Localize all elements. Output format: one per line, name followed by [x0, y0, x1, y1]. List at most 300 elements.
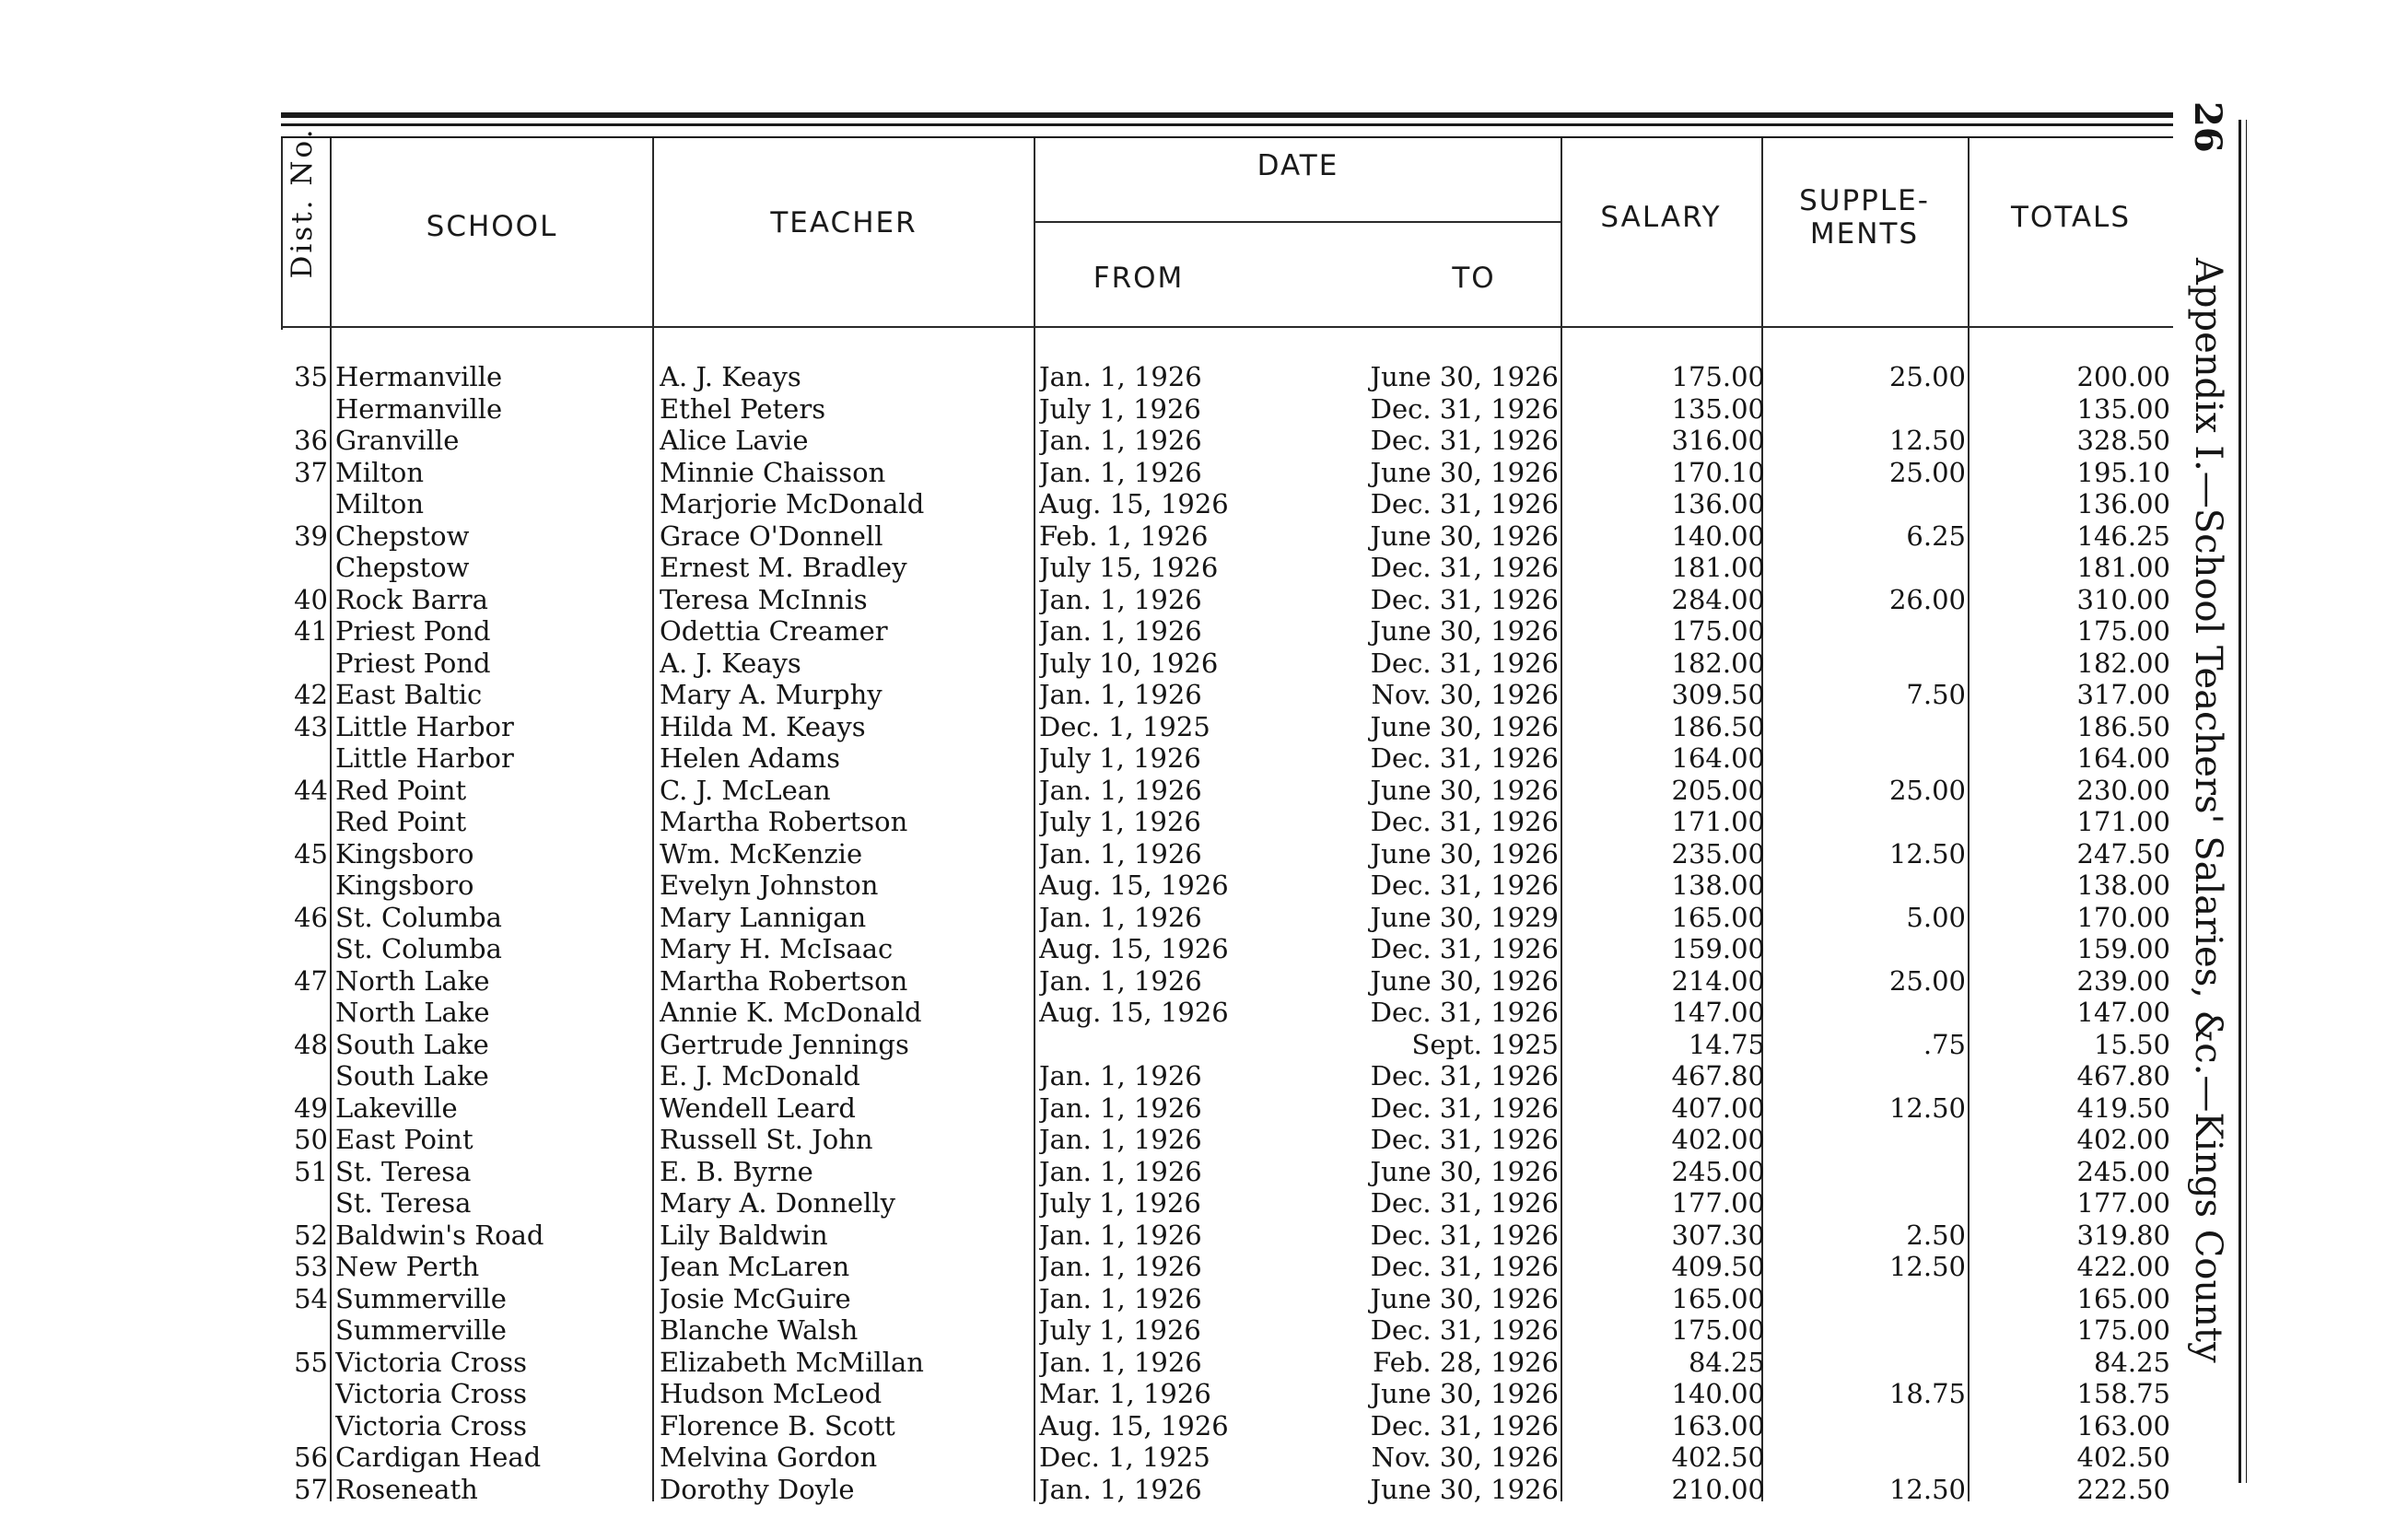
date-from-cell: Aug. 15, 1926 [1039, 933, 1229, 964]
school-cell: Hermanville [335, 361, 503, 392]
table-row [0, 1187, 2248, 1220]
total-cell: 319.80 [2076, 1219, 2170, 1251]
date-to-cell: Dec. 31, 1926 [1370, 425, 1559, 456]
dist-no-cell: 56 [294, 1441, 328, 1473]
school-cell: Milton [335, 488, 425, 519]
top-rule-medium [281, 123, 2173, 126]
teacher-cell: Elizabeth McMillan [660, 1346, 924, 1378]
teacher-cell: Mary Lannigan [660, 901, 867, 933]
dist-no-cell: 47 [294, 964, 328, 997]
total-cell: 164.00 [2076, 742, 2170, 774]
date-from-cell: Jan. 1, 1926 [1039, 1282, 1202, 1314]
school-cell: Priest Pond [335, 615, 491, 647]
teacher-cell: Helen Adams [660, 742, 840, 774]
total-cell: 84.25 [2093, 1346, 2170, 1378]
school-cell: Roseneath [335, 1473, 478, 1505]
salary-cell: 170.10 [1671, 456, 1765, 488]
school-cell: Milton [335, 456, 425, 488]
table-row [0, 488, 2248, 520]
supplements-cell: 12.50 [1888, 1251, 1966, 1282]
salary-cell: 171.00 [1671, 806, 1765, 837]
teacher-cell: A. J. Keays [660, 647, 801, 679]
table-row [0, 1124, 2248, 1156]
teacher-cell: Hilda M. Keays [660, 710, 866, 742]
table-row [0, 1283, 2248, 1315]
table-row [0, 1347, 2248, 1379]
date-from-cell: Mar. 1, 1926 [1039, 1378, 1211, 1409]
total-cell: 175.00 [2076, 1314, 2170, 1346]
teacher-cell: Florence B. Scott [660, 1409, 895, 1441]
school-cell: Baldwin's Road [335, 1219, 544, 1251]
total-cell: 239.00 [2076, 964, 2170, 997]
table-row [0, 870, 2248, 902]
dist-no-cell: 35 [294, 361, 328, 392]
table-row [0, 520, 2248, 553]
total-cell: 170.00 [2076, 901, 2170, 933]
teacher-cell: E. J. McDonald [660, 1060, 860, 1091]
date-from-cell: Jan. 1, 1926 [1039, 1155, 1202, 1187]
teacher-cell: Lily Baldwin [660, 1219, 828, 1251]
table-row [0, 1092, 2248, 1125]
dist-no-cell: 49 [294, 1091, 328, 1124]
total-cell: 310.00 [2076, 583, 2170, 615]
date-subheader-rule [1034, 221, 1561, 223]
school-cell: New Perth [335, 1251, 480, 1282]
total-cell: 195.10 [2076, 456, 2170, 488]
school-cell: Red Point [335, 806, 467, 837]
teacher-cell: Blanche Walsh [660, 1314, 859, 1346]
total-cell: 146.25 [2076, 519, 2170, 552]
teacher-cell: Gertrude Jennings [660, 1028, 909, 1060]
date-to-cell: Dec. 31, 1926 [1370, 1219, 1559, 1251]
table-row [0, 838, 2248, 870]
table-row [0, 552, 2248, 584]
date-to-cell: Dec. 31, 1926 [1370, 552, 1559, 583]
total-cell: 200.00 [2076, 361, 2170, 392]
school-cell: Priest Pond [335, 647, 491, 679]
total-cell: 245.00 [2076, 1155, 2170, 1187]
supplements-cell: 12.50 [1888, 837, 1966, 870]
total-cell: 165.00 [2076, 1282, 2170, 1314]
teacher-cell: C. J. McLean [660, 774, 831, 806]
date-from-cell: July 10, 1926 [1039, 647, 1219, 679]
teacher-cell: Minnie Chaisson [660, 456, 886, 488]
teacher-cell: Mary H. McIsaac [660, 933, 894, 964]
table-row [0, 965, 2248, 998]
total-cell: 247.50 [2076, 837, 2170, 870]
salary-cell: 235.00 [1671, 837, 1765, 870]
salary-cell: 309.50 [1671, 679, 1765, 710]
teacher-cell: Mary A. Donnelly [660, 1187, 895, 1219]
teacher-cell: Wendell Leard [660, 1091, 856, 1124]
date-to-cell: June 30, 1926 [1370, 964, 1559, 997]
date-to-cell: Dec. 31, 1926 [1370, 742, 1559, 774]
supplements-cell: 25.00 [1888, 774, 1966, 806]
teacher-cell: Josie McGuire [660, 1282, 851, 1314]
total-cell: 138.00 [2076, 870, 2170, 901]
salary-cell: 316.00 [1671, 425, 1765, 456]
school-cell: Granville [335, 425, 460, 456]
salary-cell: 210.00 [1671, 1473, 1765, 1505]
supplements-cell: 12.50 [1888, 1473, 1966, 1505]
teacher-cell: Melvina Gordon [660, 1441, 878, 1473]
school-cell: Little Harbor [335, 710, 514, 742]
table-row [0, 425, 2248, 457]
header-date: DATE [1257, 149, 1339, 182]
total-cell: 177.00 [2076, 1187, 2170, 1219]
teacher-cell: Ernest M. Bradley [660, 552, 907, 583]
salary-cell: 165.00 [1671, 1282, 1765, 1314]
date-to-cell: June 30, 1926 [1370, 361, 1559, 392]
date-from-cell: Jan. 1, 1926 [1039, 425, 1202, 456]
date-to-cell: June 30, 1926 [1370, 456, 1559, 488]
teacher-cell: Marjorie McDonald [660, 488, 925, 519]
date-to-cell: Dec. 31, 1926 [1370, 997, 1559, 1028]
table-row [0, 997, 2248, 1029]
total-cell: 182.00 [2076, 647, 2170, 679]
date-from-cell: Jan. 1, 1926 [1039, 361, 1202, 392]
table-row [0, 393, 2248, 426]
total-cell: 419.50 [2076, 1091, 2170, 1124]
total-cell: 181.00 [2076, 552, 2170, 583]
date-to-cell: Dec. 31, 1926 [1370, 392, 1559, 425]
school-cell: St. Teresa [335, 1187, 472, 1219]
side-rule-thick [2239, 120, 2241, 1483]
side-rule-thin [2246, 120, 2247, 1483]
total-cell: 163.00 [2076, 1409, 2170, 1441]
school-cell: North Lake [335, 964, 490, 997]
dist-no-cell: 51 [294, 1155, 328, 1187]
total-cell: 467.80 [2076, 1060, 2170, 1091]
total-cell: 422.00 [2076, 1251, 2170, 1282]
school-cell: St. Columba [335, 933, 502, 964]
date-to-cell: Sept. 1925 [1411, 1028, 1559, 1060]
date-to-cell: Feb. 28, 1926 [1373, 1346, 1559, 1378]
header-supplements-line1: SUPPLE- [1799, 184, 1930, 217]
supplements-cell: 25.00 [1888, 964, 1966, 997]
header-supplements [1763, 184, 1966, 251]
date-to-cell: June 30, 1926 [1370, 1473, 1559, 1505]
date-from-cell: July 15, 1926 [1039, 552, 1219, 583]
total-cell: 230.00 [2076, 774, 2170, 806]
table-row [0, 1251, 2248, 1283]
supplements-cell: 25.00 [1888, 361, 1966, 392]
teacher-cell: Annie K. McDonald [660, 997, 922, 1028]
teacher-cell: Odettia Creamer [660, 615, 888, 647]
date-to-cell: Nov. 30, 1926 [1371, 1441, 1559, 1473]
supplements-cell: 12.50 [1888, 425, 1966, 456]
total-cell: 186.50 [2076, 710, 2170, 742]
supplements-cell: 26.00 [1888, 583, 1966, 615]
date-from-cell: July 1, 1926 [1039, 806, 1201, 837]
date-from-cell: Jan. 1, 1926 [1039, 1124, 1202, 1155]
header-to: TO [1452, 262, 1496, 295]
school-cell: Hermanville [335, 392, 503, 425]
salary-cell: 214.00 [1671, 964, 1765, 997]
date-from-cell: Aug. 15, 1926 [1039, 488, 1229, 519]
header-left-edge [281, 138, 283, 330]
supplements-cell: 6.25 [1906, 519, 1966, 552]
teacher-cell: Dorothy Doyle [660, 1473, 855, 1505]
table-row [0, 775, 2248, 807]
date-from-cell: Jan. 1, 1926 [1039, 1219, 1202, 1251]
teacher-cell: Alice Lavie [660, 425, 809, 456]
date-from-cell: Jan. 1, 1926 [1039, 1060, 1202, 1091]
table-row [0, 1378, 2248, 1410]
header-bottom-rule [281, 326, 2173, 328]
salary-cell: 165.00 [1671, 901, 1765, 933]
date-to-cell: June 30, 1926 [1370, 774, 1559, 806]
school-cell: St. Columba [335, 901, 502, 933]
top-rule-thick [281, 112, 2173, 118]
teacher-cell: Hudson McLeod [660, 1378, 883, 1409]
table-row [0, 1156, 2248, 1188]
date-from-cell: Jan. 1, 1926 [1039, 679, 1202, 710]
table-row [0, 584, 2248, 616]
table-row [0, 1029, 2248, 1061]
dist-no-cell: 43 [294, 710, 328, 742]
salary-cell: 402.50 [1671, 1441, 1765, 1473]
salary-cell: 140.00 [1671, 519, 1765, 552]
salary-cell: 284.00 [1671, 583, 1765, 615]
total-cell: 175.00 [2076, 615, 2170, 647]
table-row [0, 457, 2248, 489]
date-to-cell: June 30, 1926 [1370, 837, 1559, 870]
teacher-cell: Evelyn Johnston [660, 870, 879, 901]
date-to-cell: Dec. 31, 1926 [1370, 1060, 1559, 1091]
salary-cell: 402.00 [1671, 1124, 1765, 1155]
total-cell: 171.00 [2076, 806, 2170, 837]
table-row [0, 806, 2248, 838]
teacher-cell: Martha Robertson [660, 964, 908, 997]
date-from-cell: Feb. 1, 1926 [1039, 519, 1209, 552]
header-from: FROM [1093, 262, 1185, 295]
total-cell: 159.00 [2076, 933, 2170, 964]
page-number: 26 [2186, 101, 2229, 153]
dist-no-cell: 54 [294, 1282, 328, 1314]
date-to-cell: Dec. 31, 1926 [1370, 806, 1559, 837]
table-row [0, 679, 2248, 711]
date-from-cell: Jan. 1, 1926 [1039, 583, 1202, 615]
school-cell: Kingsboro [335, 870, 474, 901]
date-from-cell: July 1, 1926 [1039, 742, 1201, 774]
dist-no-cell: 53 [294, 1251, 328, 1282]
table-row [0, 361, 2248, 393]
total-cell: 402.50 [2076, 1441, 2170, 1473]
school-cell: Victoria Cross [335, 1409, 527, 1441]
salary-cell: 159.00 [1671, 933, 1765, 964]
salary-cell: 245.00 [1671, 1155, 1765, 1187]
date-to-cell: Dec. 31, 1926 [1370, 1124, 1559, 1155]
salary-cell: 186.50 [1671, 710, 1765, 742]
date-to-cell: Dec. 31, 1926 [1370, 933, 1559, 964]
side-running-head [2154, 101, 2229, 1363]
table-row [0, 1410, 2248, 1442]
teacher-cell: Grace O'Donnell [660, 519, 883, 552]
dist-no-cell: 46 [294, 901, 328, 933]
school-cell: South Lake [335, 1028, 489, 1060]
date-to-cell: June 30, 1926 [1370, 1378, 1559, 1409]
teacher-cell: E. B. Byrne [660, 1155, 813, 1187]
teacher-cell: Wm. McKenzie [660, 837, 863, 870]
teacher-cell: Martha Robertson [660, 806, 908, 837]
dist-no-cell: 42 [294, 679, 328, 710]
salary-cell: 14.75 [1688, 1028, 1765, 1060]
date-from-cell: Jan. 1, 1926 [1039, 837, 1202, 870]
table-row [0, 615, 2248, 648]
date-to-cell: June 30, 1926 [1370, 1282, 1559, 1314]
total-cell: 222.50 [2076, 1473, 2170, 1505]
supplements-cell: 12.50 [1888, 1091, 1966, 1124]
supplements-cell: .75 [1923, 1028, 1966, 1060]
school-cell: Cardigan Head [335, 1441, 542, 1473]
dist-no-cell: 45 [294, 837, 328, 870]
school-cell: South Lake [335, 1060, 489, 1091]
header-salary: SALARY [1600, 201, 1722, 234]
date-to-cell: Dec. 31, 1926 [1370, 870, 1559, 901]
top-rule-thin [281, 136, 2173, 138]
salary-cell: 135.00 [1671, 392, 1765, 425]
date-to-cell: Dec. 31, 1926 [1370, 647, 1559, 679]
salary-cell: 163.00 [1671, 1409, 1765, 1441]
school-cell: Little Harbor [335, 742, 514, 774]
date-from-cell: Jan. 1, 1926 [1039, 964, 1202, 997]
dist-no-cell: 39 [294, 519, 328, 552]
side-title: Appendix I.—School Teachers' Salaries, &c.—Kings County [2187, 258, 2229, 1363]
table-row [0, 1441, 2248, 1474]
teacher-cell: Mary A. Murphy [660, 679, 883, 710]
header-totals: TOTALS [2010, 201, 2132, 234]
total-cell: 135.00 [2076, 392, 2170, 425]
teacher-cell: Russell St. John [660, 1124, 873, 1155]
school-cell: Lakeville [335, 1091, 458, 1124]
total-cell: 328.50 [2076, 425, 2170, 456]
date-from-cell: July 1, 1926 [1039, 392, 1201, 425]
supplements-cell: 5.00 [1906, 901, 1966, 933]
date-from-cell: Aug. 15, 1926 [1039, 1409, 1229, 1441]
date-to-cell: June 30, 1926 [1370, 710, 1559, 742]
date-from-cell: Dec. 1, 1925 [1039, 1441, 1210, 1473]
total-cell: 15.50 [2093, 1028, 2170, 1060]
teacher-cell: A. J. Keays [660, 361, 801, 392]
salary-cell: 175.00 [1671, 1314, 1765, 1346]
date-to-cell: Dec. 31, 1926 [1370, 1187, 1559, 1219]
header-school: SCHOOL [426, 210, 558, 243]
table-row [0, 1314, 2248, 1347]
date-from-cell: Jan. 1, 1926 [1039, 1473, 1202, 1505]
table-row [0, 648, 2248, 680]
total-cell: 147.00 [2076, 997, 2170, 1028]
teacher-cell: Jean McLaren [660, 1251, 850, 1282]
dist-no-cell: 50 [294, 1124, 328, 1155]
date-to-cell: Dec. 31, 1926 [1370, 1091, 1559, 1124]
date-from-cell: Dec. 1, 1925 [1039, 710, 1210, 742]
dist-no-cell: 52 [294, 1219, 328, 1251]
date-to-cell: Dec. 31, 1926 [1370, 488, 1559, 519]
salary-cell: 175.00 [1671, 615, 1765, 647]
supplements-cell: 7.50 [1906, 679, 1966, 710]
dist-no-cell: 44 [294, 774, 328, 806]
dist-no-cell: 48 [294, 1028, 328, 1060]
total-cell: 136.00 [2076, 488, 2170, 519]
school-cell: North Lake [335, 997, 490, 1028]
salary-cell: 140.00 [1671, 1378, 1765, 1409]
salary-cell: 407.00 [1671, 1091, 1765, 1124]
salary-cell: 136.00 [1671, 488, 1765, 519]
date-to-cell: Nov. 30, 1926 [1371, 679, 1559, 710]
table-row [0, 742, 2248, 775]
date-from-cell: Jan. 1, 1926 [1039, 1251, 1202, 1282]
school-cell: Victoria Cross [335, 1378, 527, 1409]
salary-cell: 182.00 [1671, 647, 1765, 679]
date-from-cell: Aug. 15, 1926 [1039, 870, 1229, 901]
table-row [0, 711, 2248, 743]
salary-cell: 147.00 [1671, 997, 1765, 1028]
date-from-cell: Jan. 1, 1926 [1039, 1091, 1202, 1124]
salary-cell: 164.00 [1671, 742, 1765, 774]
school-cell: Rock Barra [335, 583, 488, 615]
header-teacher: TEACHER [770, 206, 918, 239]
dist-no-cell: 37 [294, 456, 328, 488]
dist-no-cell: 55 [294, 1346, 328, 1378]
total-cell: 158.75 [2076, 1378, 2170, 1409]
school-cell: Summerville [335, 1282, 507, 1314]
school-cell: East Baltic [335, 679, 483, 710]
school-cell: Summerville [335, 1314, 507, 1346]
school-cell: Chepstow [335, 552, 470, 583]
school-cell: Chepstow [335, 519, 470, 552]
table-row [0, 902, 2248, 934]
dist-no-cell: 40 [294, 583, 328, 615]
date-from-cell: Aug. 15, 1926 [1039, 997, 1229, 1028]
date-to-cell: June 30, 1926 [1370, 615, 1559, 647]
school-cell: Kingsboro [335, 837, 474, 870]
salary-cell: 177.00 [1671, 1187, 1765, 1219]
salary-cell: 205.00 [1671, 774, 1765, 806]
salary-cell: 409.50 [1671, 1251, 1765, 1282]
supplements-cell: 18.75 [1888, 1378, 1966, 1409]
school-cell: Red Point [335, 774, 467, 806]
date-from-cell: Jan. 1, 1926 [1039, 615, 1202, 647]
salary-cell: 307.30 [1671, 1219, 1765, 1251]
dist-no-cell: 57 [294, 1473, 328, 1505]
date-to-cell: June 30, 1926 [1370, 519, 1559, 552]
total-cell: 402.00 [2076, 1124, 2170, 1155]
date-to-cell: June 30, 1926 [1370, 1155, 1559, 1187]
date-from-cell: July 1, 1926 [1039, 1314, 1201, 1346]
teacher-cell: Teresa McInnis [660, 583, 868, 615]
dist-no-cell: 36 [294, 425, 328, 456]
school-cell: St. Teresa [335, 1155, 472, 1187]
supplements-cell: 25.00 [1888, 456, 1966, 488]
teacher-cell: Ethel Peters [660, 392, 826, 425]
total-cell: 317.00 [2076, 679, 2170, 710]
school-cell: Victoria Cross [335, 1346, 527, 1378]
table-row [0, 1474, 2248, 1506]
salary-cell: 467.80 [1671, 1060, 1765, 1091]
date-to-cell: Dec. 31, 1926 [1370, 1409, 1559, 1441]
date-to-cell: Dec. 31, 1926 [1370, 1251, 1559, 1282]
date-from-cell: Jan. 1, 1926 [1039, 901, 1202, 933]
table-row [0, 1060, 2248, 1092]
salary-cell: 138.00 [1671, 870, 1765, 901]
date-from-cell: Jan. 1, 1926 [1039, 1346, 1202, 1378]
table-row [0, 933, 2248, 965]
table-row [0, 1220, 2248, 1252]
date-from-cell: Jan. 1, 1926 [1039, 774, 1202, 806]
date-to-cell: Dec. 31, 1926 [1370, 583, 1559, 615]
dist-no-cell: 41 [294, 615, 328, 647]
